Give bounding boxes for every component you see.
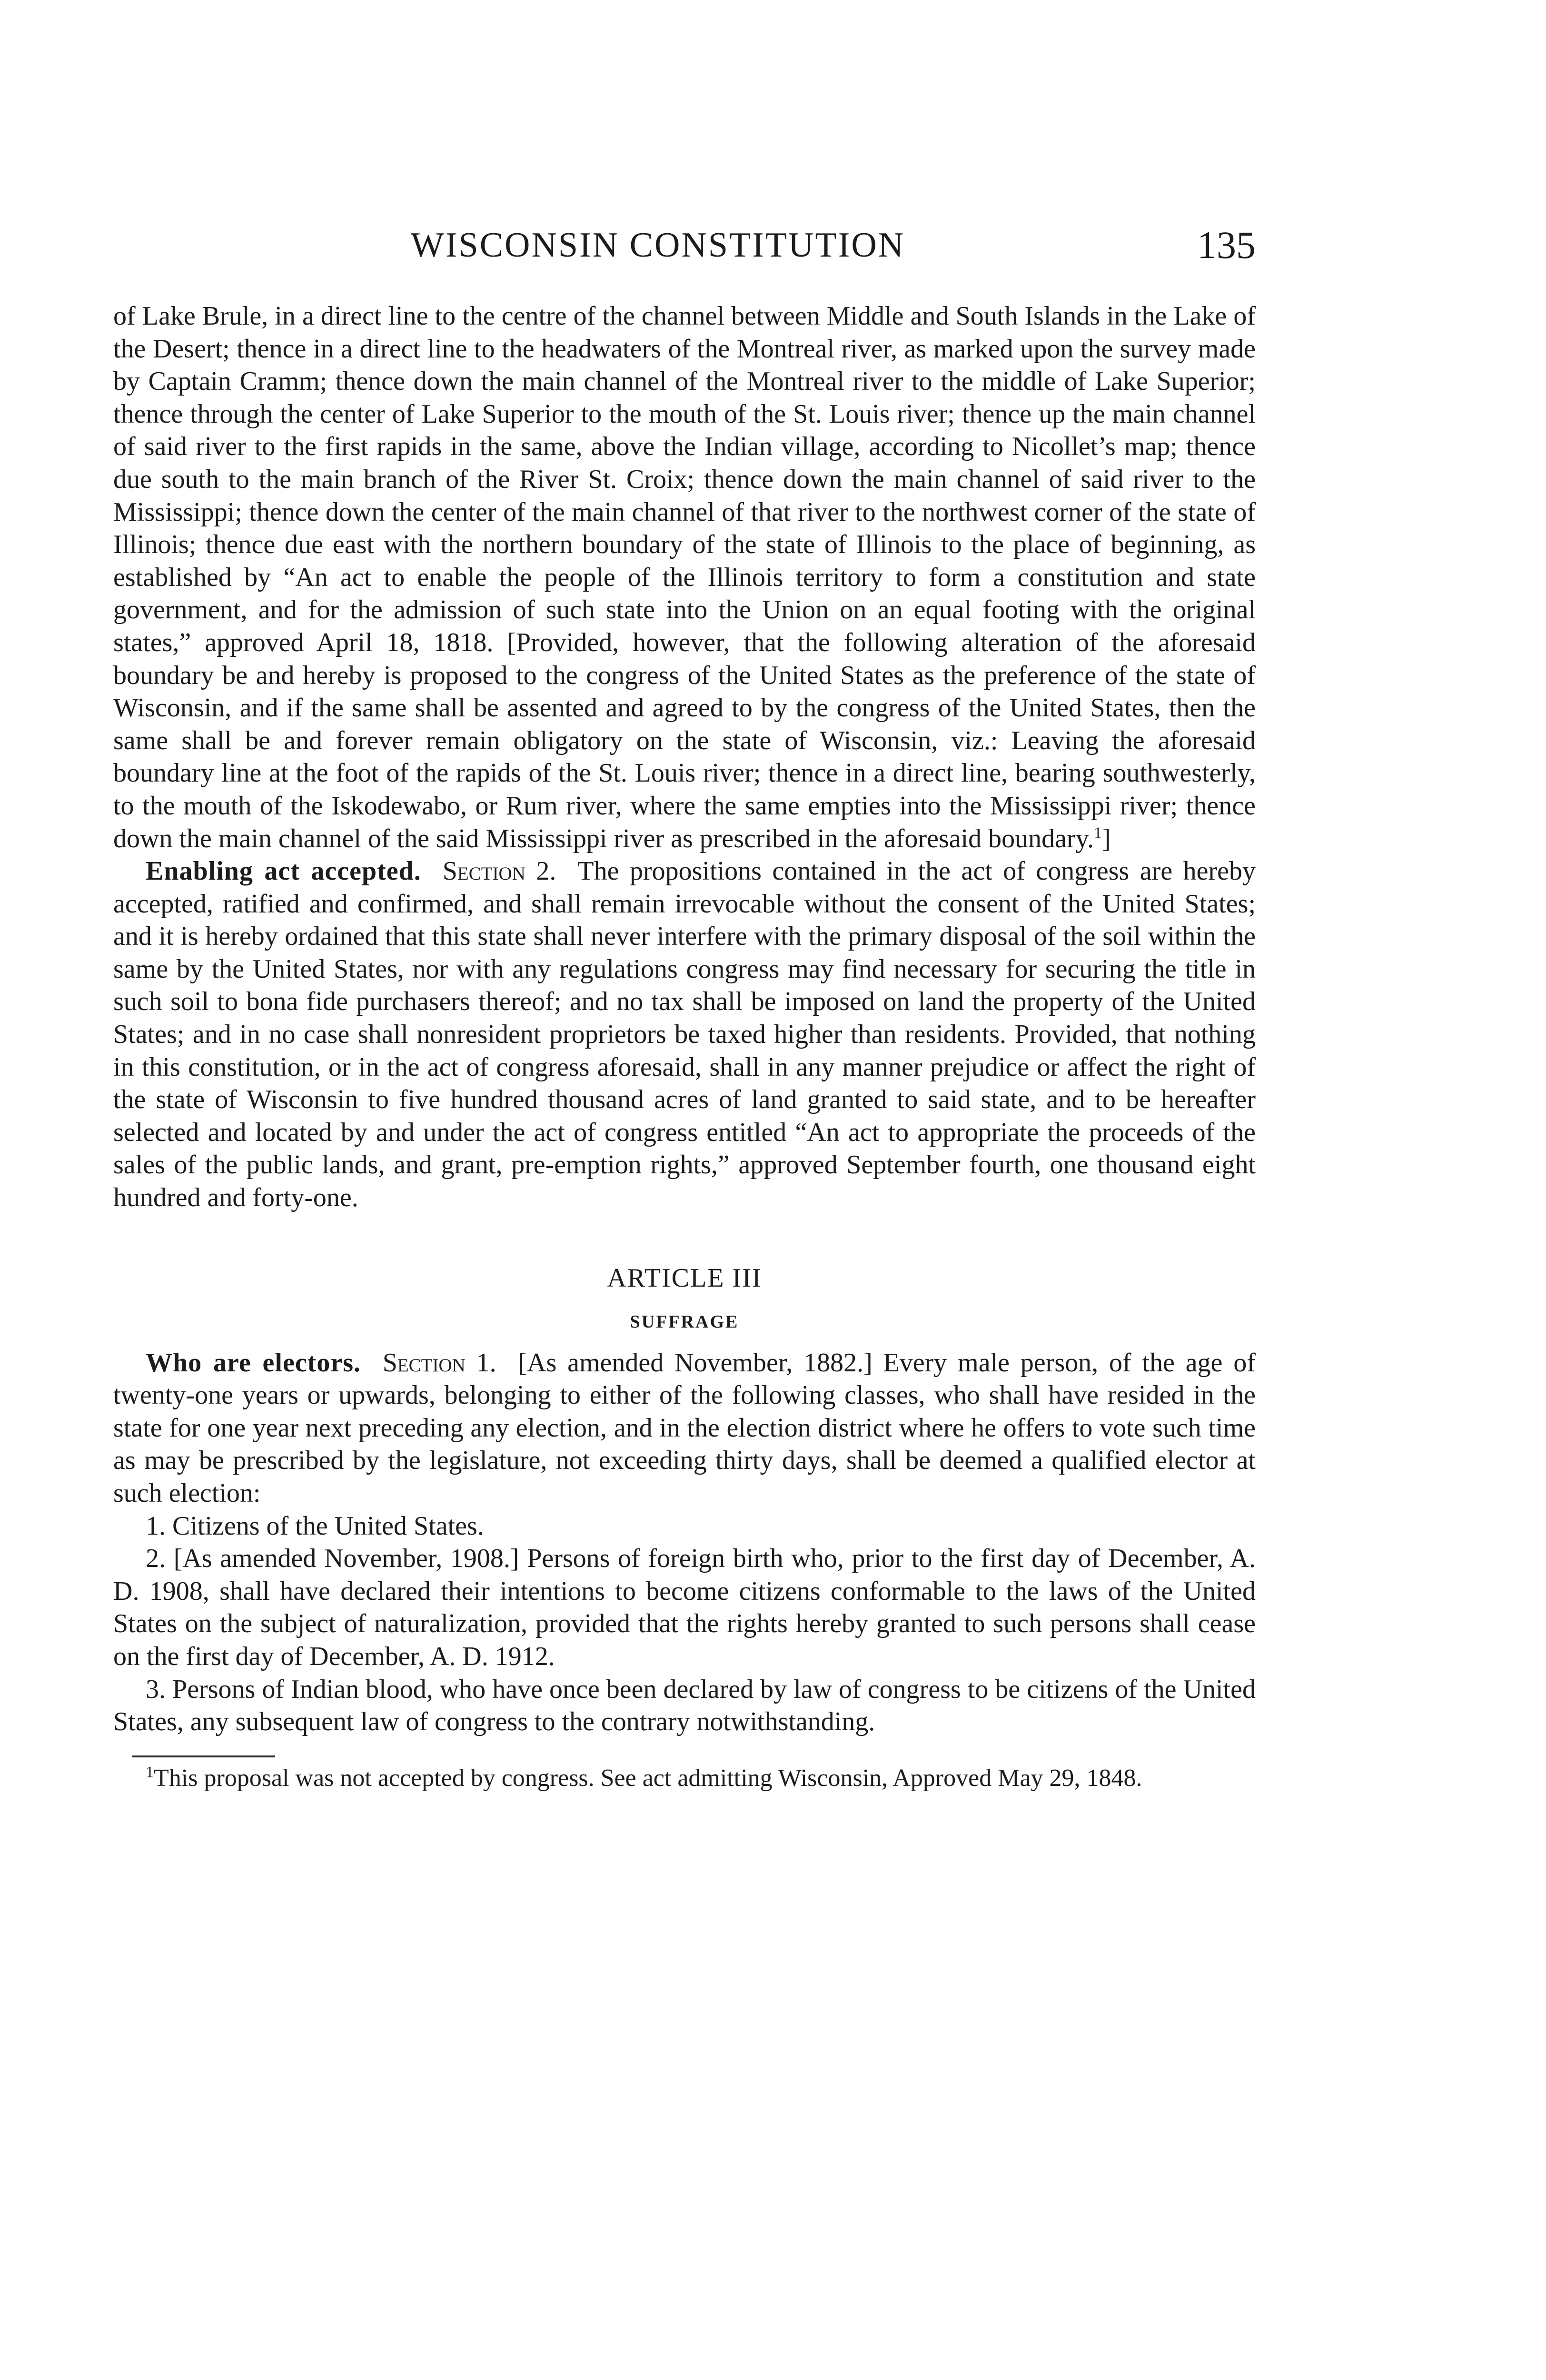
section-1-label: Section 1. [382, 1348, 496, 1378]
enabling-act-sidehead: Enabling act accepted. [146, 856, 421, 886]
electors-text: [As amended November, 1882.] Every male person, of the age of twenty-one years or upwards, belonging to either of the following classes, who shall have resided in the state for one year next preceding any election, and in the election district where he offers to vote such time as may be prescribed by the legislature, not exceeding thirty days, shall be deemed a qualified elector at such election: [113, 1348, 1256, 1508]
footnote-marker: 1 [146, 1763, 154, 1781]
enabling-act-text: The propositions contained in the act of congress are hereby accepted, ratified and confirmed, and shall remain irrevocable without the consent of the United States; and it is hereby ordained that this state shall never interfere with the primary disposal of the soil within the same by the United States, nor with any regulations congress may find necessary for securing the title in such soil to bona fide purchasers thereof; and no tax shall be imposed on land the property of the United States; and in no case shall nonresident proprietors be taxed higher than residents. Provided, that nothing in this constitution, or in the act of congress aforesaid, shall in any manner prejudice or affect the right of the state of Wisconsin to five hundred thousand acres of land granted to said state, and to be hereafter selected and located by and under the act of congress entitled “An act to appropriate the proceeds of the sales of the public lands, and grant, pre-emption rights,” approved September fourth, one thousand eight hundred and forty-one. [113, 856, 1256, 1213]
page-header-title: WISCONSIN CONSTITUTION [411, 226, 905, 265]
enabling-act-paragraph [113, 855, 1256, 1214]
document-page [113, 224, 1256, 1792]
elector-class-item-2: 2. [As amended November, 1908.] Persons of foreign birth who, prior to the first day of December, A. D. 1908, shall have declared their intentions to become citizens conformable to the laws of the United States on the subject of naturalization, provided that the rights hereby granted to such persons shall cease on the first day of December, A. D. 1912. [113, 1544, 1256, 1671]
article-heading: ARTICLE III [607, 1263, 762, 1293]
page-number: 135 [1197, 223, 1256, 267]
footnote-divider [132, 1755, 275, 1757]
boundary-text: of Lake Brule, in a direct line to the centre of the channel between Middle and South Islands in the Lake of the Desert; thence in a direct line to the headwaters of the Montreal river, as marked upon the survey made by Captain Cramm; thence down the main channel of the Montreal river to the middle of Lake Superior; thence through the center of Lake Superior to the mouth of the St. Louis river; thence up the main channel of said river to the first rapids in the same, above the Indian village, according to Nicollet’s map; thence due south to the main branch of the River St. Croix; thence down the main channel of said river to the Mississippi; thence down the center of the main channel of that river to the northwest corner of the state of Illinois; thence due east with the northern boundary of the state of Illinois to the place of beginning, as established by “An act to enable the people of the Illinois territory to form a constitution and state government, and for the admission of such state into the Union on an equal footing with the original states,” approved April 18, 1818. [Provided, however, that the following alteration of the aforesaid boundary be and hereby is proposed to the congress of the United States as the preference of the state of Wisconsin, and if the same shall be assented and agreed to by the congress of the United States, then the same shall be and forever remain obligatory on the state of Wisconsin, viz.: Leaving the aforesaid boundary line at the foot of the rapids of the St. Louis river; thence in a direct line, bearing southwesterly, to the mouth of the Iskodewabo, or Rum river, where the same empties into the Mississippi river; thence down the main channel of the said Mississippi river as prescribed in the aforesaid boundary. [113, 301, 1256, 853]
running-head [113, 224, 1256, 267]
electors-paragraph [113, 1347, 1256, 1510]
electors-sidehead: Who are electors. [146, 1348, 361, 1378]
section-2-label: Section 2. [442, 856, 556, 886]
footnote-reference: 1 [1094, 823, 1102, 842]
boundary-paragraph [113, 300, 1256, 855]
article-subheading: SUFFRAGE [630, 1311, 739, 1332]
body-text [113, 300, 1256, 1792]
closing-bracket: ] [1102, 823, 1111, 853]
elector-class-item-1: 1. Citizens of the United States. [146, 1511, 484, 1541]
elector-class-item-3: 3. Persons of Indian blood, who have once been declared by law of congress to be citizens of the United States, any subsequent law of congress to the contrary notwithstanding. [113, 1674, 1256, 1737]
footnote [113, 1765, 1256, 1792]
footnote-text: This proposal was not accepted by congress. See act admitting Wisconsin, Approved May 29, 1848. [154, 1764, 1142, 1792]
